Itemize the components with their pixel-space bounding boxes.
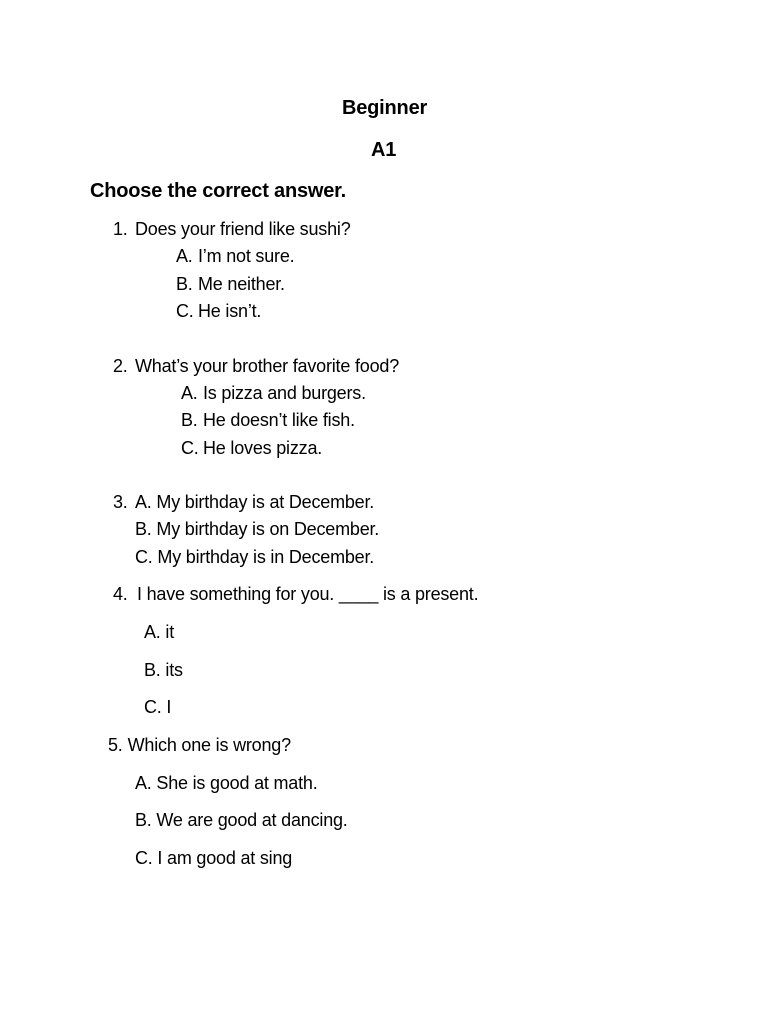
question-text: What’s your brother favorite food?	[135, 356, 400, 376]
question-2-option-a	[181, 382, 366, 404]
question-5-option-c: C. I am good at sing	[135, 848, 293, 868]
question-2-option-b	[181, 409, 355, 431]
question-2-option-c	[181, 437, 322, 459]
question-text: Which one is wrong?	[127, 735, 291, 755]
question-5-option-a: A. She is good at math.	[135, 773, 318, 793]
level-code: A1	[371, 139, 397, 161]
question-4-option-a: A. it	[144, 622, 175, 642]
question-text: Does your friend like sushi?	[135, 219, 351, 239]
option-letter: B.	[176, 274, 193, 294]
option-letter: C.	[181, 438, 199, 458]
option-letter: A.	[181, 383, 198, 403]
question-3-option-a	[113, 491, 374, 513]
question-text: I have something for you. ____ is a present.	[137, 584, 479, 604]
question-5	[108, 734, 291, 756]
option-text: He loves pizza.	[203, 438, 323, 458]
question-3-option-b: B. My birthday is on December.	[135, 519, 380, 539]
question-number: 4.	[113, 584, 128, 604]
question-number: 5.	[108, 735, 123, 755]
option-letter: B.	[181, 410, 198, 430]
question-1-option-b	[176, 273, 285, 295]
question-4	[113, 583, 478, 605]
question-4-option-c: C. I	[144, 697, 172, 717]
question-5-option-b: B. We are good at dancing.	[135, 810, 348, 830]
option-text: A. My birthday is at December.	[135, 492, 375, 512]
question-1-option-c	[176, 300, 261, 322]
question-number: 1.	[113, 219, 128, 239]
option-text: Me neither.	[198, 274, 285, 294]
question-number: 2.	[113, 356, 128, 376]
option-letter: A.	[176, 246, 193, 266]
option-text: I’m not sure.	[198, 246, 295, 266]
question-2	[113, 355, 399, 377]
question-4-option-b: B. its	[144, 660, 183, 680]
option-letter: C.	[176, 301, 194, 321]
question-3-option-c: C. My birthday is in December.	[135, 547, 375, 567]
instruction-heading: Choose the correct answer.	[90, 180, 347, 202]
level-title: Beginner	[342, 97, 428, 119]
question-1	[113, 218, 351, 240]
option-text: Is pizza and burgers.	[203, 383, 366, 403]
question-1-option-a	[176, 245, 294, 267]
question-number: 3.	[113, 492, 128, 512]
option-text: He doesn’t like fish.	[203, 410, 355, 430]
option-text: He isn’t.	[198, 301, 262, 321]
